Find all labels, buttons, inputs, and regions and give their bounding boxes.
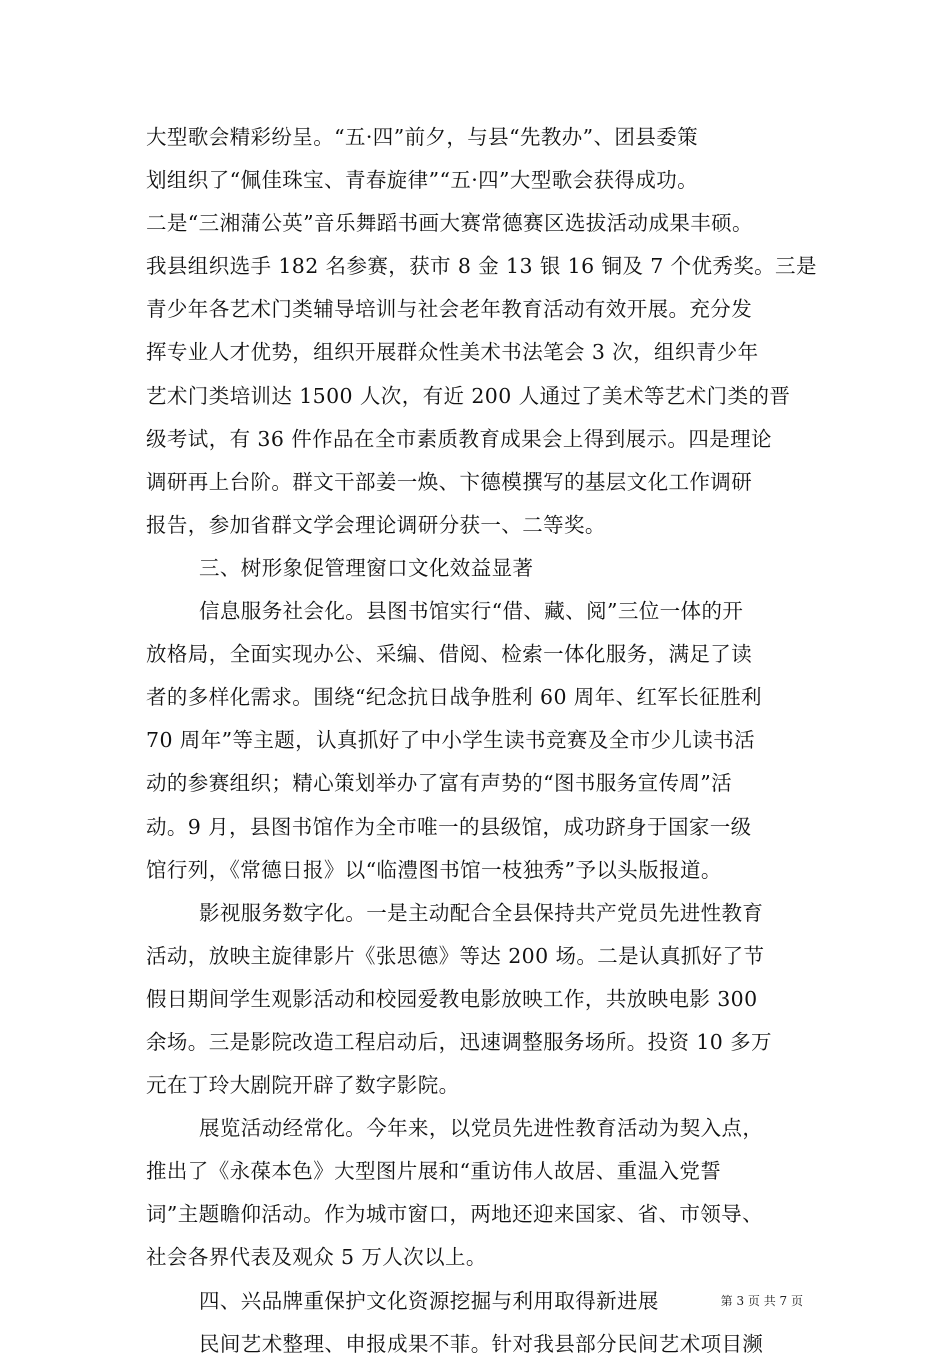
text-line: 划组织了“佩佳珠宝、青春旋律”“五·四”大型歌会获得成功。: [146, 168, 699, 193]
text-line: 调研再上台阶。群文干部姜一焕、卞德模撰写的基层文化工作调研: [146, 469, 753, 494]
text-line: 二是“三湘蒲公英”音乐舞蹈书画大赛常德赛区选拔活动成果丰硕。: [146, 211, 753, 236]
text-line: 大型歌会精彩纷呈。“五·四”前夕，与县“先教办”、团县委策: [146, 125, 699, 149]
text-line: 余场。三是影院改造工程启动后，迅速调整服务场所。投资 10 多万: [146, 1029, 772, 1054]
text-line: 报告，参加省群文学会理论调研分获一、二等奖。: [146, 512, 606, 537]
text-line: 艺术门类培训达 1500 人次，有近 200 人通过了美术等艺术门类的晋: [146, 383, 791, 408]
text-line: 青少年各艺术门类辅导培训与社会老年教育活动有效开展。充分发: [146, 297, 753, 322]
body-text: [146, 116, 826, 1366]
text-line: 者的多样化需求。围绕“纪念抗日战争胜利 60 周年、红军长征胜利: [146, 685, 762, 710]
text-line: 推出了《永葆本色》大型图片展和“重访伟人故居、重温入党誓: [146, 1159, 722, 1184]
page-number-footer: 第 3 页 共 7 页: [720, 1294, 803, 1308]
text-line: 动的参赛组织；精心策划举办了富有声势的“图书服务宣传周”活: [146, 771, 733, 796]
text-line: 词”主题瞻仰活动。作为城市窗口，两地还迎来国家、省、市领导、: [146, 1202, 763, 1227]
text-line: 我县组织选手 182 名参赛，获市 8 金 13 银 16 铜及 7 个优秀奖。三是: [146, 254, 817, 279]
text-line: 影视服务数字化。一是主动配合全县保持共产党员先进性教育: [199, 900, 764, 925]
text-line: 活动，放映主旋律影片《张思德》等达 200 场。二是认真抓好了节: [146, 943, 765, 968]
text-line: 馆行列，《常德日报》以“临澧图书馆一枝独秀”予以头版报道。: [146, 857, 722, 882]
text-line: 放格局，全面实现办公、采编、借阅、检索一体化服务，满足了读: [146, 642, 753, 667]
text-line: 假日期间学生观影活动和校园爱教电影放映工作，共放映电影 300: [146, 986, 758, 1011]
text-line: 级考试，有 36 件作品在全市素质教育成果会上得到展示。四是理论: [146, 426, 772, 451]
text-line: 元在丁玲大剧院开辟了数字影院。: [146, 1073, 460, 1098]
text-line: 动。9 月，县图书馆作为全市唯一的县级馆，成功跻身于国家一级: [146, 814, 752, 839]
text-line: 社会各界代表及观众 5 万人次以上。: [146, 1245, 487, 1270]
text-line: 三、树形象促管理窗口文化效益显著: [199, 555, 534, 580]
text-line: 信息服务社会化。县图书馆实行“借、藏、阅”三位一体的开: [199, 599, 744, 624]
text-line: 四、兴品牌重保护文化资源挖掘与利用取得新进展: [199, 1288, 659, 1313]
text-line: 民间艺术整理、申报成果不菲。针对我县部分民间艺术项目濒: [199, 1331, 764, 1356]
text-line: 挥专业人才优势，组织开展群众性美术书法笔会 3 次，组织青少年: [146, 340, 759, 365]
text-line: 70 周年”等主题，认真抓好了中小学生读书竞赛及全市少儿读书活: [146, 728, 755, 753]
text-line: 展览活动经常化。今年来，以党员先进性教育活动为契入点，: [199, 1116, 764, 1141]
